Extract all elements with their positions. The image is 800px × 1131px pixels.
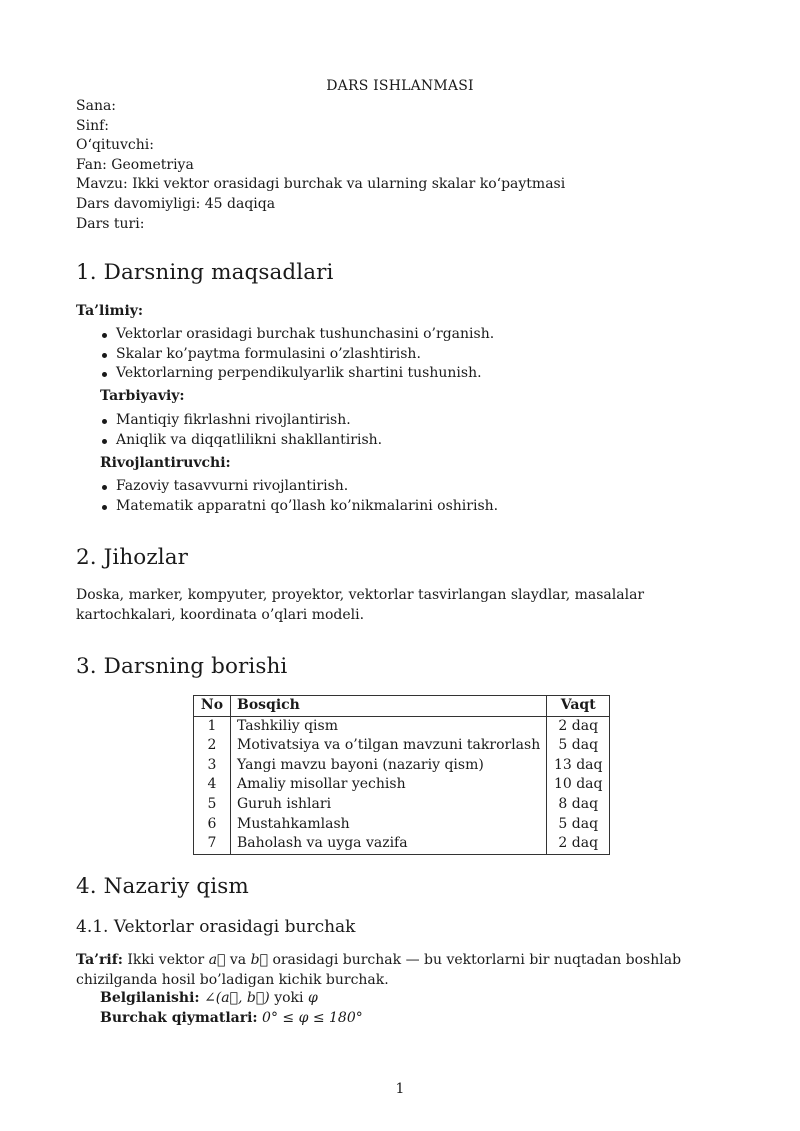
angle-values-label: Burchak qiymatlari: bbox=[100, 1010, 258, 1026]
cell-step: Tashkiliy qism bbox=[231, 716, 547, 736]
section-heading-theory: 4. Nazariy qism bbox=[76, 874, 249, 899]
cell-time: 2 daq bbox=[547, 716, 610, 736]
subheading-tarbiyaviy: Tarbiyaviy: bbox=[100, 388, 185, 404]
notation-or: yoki bbox=[274, 990, 304, 1006]
table-row bbox=[194, 736, 610, 756]
definition-text-part: va bbox=[229, 952, 247, 968]
table-row bbox=[194, 834, 610, 854]
cell-step: Amaliy misollar yechish bbox=[231, 775, 547, 795]
cell-time: 10 daq bbox=[547, 775, 610, 795]
list-item: Vektorlar orasidagi burchak tushunchasini o’rganish. bbox=[100, 325, 494, 345]
section-heading-equipment: 2. Jihozlar bbox=[76, 545, 189, 570]
cell-time: 13 daq bbox=[547, 756, 610, 776]
cell-time: 8 daq bbox=[547, 795, 610, 815]
page-number: 1 bbox=[395, 1081, 405, 1097]
meta-subject: Fan: Geometriya bbox=[76, 156, 194, 173]
cell-no: 2 bbox=[194, 736, 231, 756]
meta-date: Sana: bbox=[76, 98, 117, 114]
cell-no: 7 bbox=[194, 834, 231, 854]
cell-no: 3 bbox=[194, 756, 231, 776]
meta-lesson-type: Dars turi: bbox=[76, 215, 145, 232]
meta-teacher: O‘qituvchi: bbox=[76, 137, 154, 154]
table-row bbox=[194, 716, 610, 736]
notation-line bbox=[100, 990, 318, 1006]
cell-no: 1 bbox=[194, 716, 231, 736]
cell-step: Guruh ishlari bbox=[231, 795, 547, 815]
angle-values-line bbox=[100, 1010, 363, 1026]
meta-class: Sinf: bbox=[76, 117, 109, 134]
definition-paragraph bbox=[76, 951, 726, 990]
subheading-talimiy: Ta’limiy: bbox=[76, 303, 144, 319]
definition-text-part: Ikki vektor bbox=[127, 952, 205, 968]
document-title: DARS ISHLANMASI bbox=[326, 78, 474, 94]
list-item: Mantiqiy fikrlashni rivojlantirish. bbox=[100, 411, 382, 431]
definition-text-part: orasidagi burchak — bu vektorlarni bir nuqtadan boshlab chizilganda hosil bo’ladigan kichik burchak. bbox=[76, 952, 682, 988]
list-item: Vektorlarning perpendikulyarlik shartini tushunish. bbox=[100, 364, 494, 384]
list-item: Fazoviy tasavvurni rivojlantirish. bbox=[100, 477, 498, 497]
definition-label: Ta’rif: bbox=[76, 952, 123, 968]
subsection-heading-angle: 4.1. Vektorlar orasidagi burchak bbox=[76, 917, 356, 937]
cell-step: Mustahkamlash bbox=[231, 815, 547, 835]
cell-step: Baholash va uyga vazifa bbox=[231, 834, 547, 854]
list-item: Skalar ko’paytma formulasini o’zlashtirish. bbox=[100, 345, 494, 365]
cell-time: 2 daq bbox=[547, 834, 610, 854]
column-header-step: Bosqich bbox=[231, 696, 547, 717]
cell-no: 5 bbox=[194, 795, 231, 815]
table-row bbox=[194, 815, 610, 835]
rivojlantiruvchi-list bbox=[100, 477, 498, 516]
subheading-rivojlantiruvchi: Rivojlantiruvchi: bbox=[100, 455, 231, 471]
notation-value: ∠(a⃗, b⃗) bbox=[204, 990, 270, 1006]
vector-b: b⃗ bbox=[250, 952, 268, 968]
lesson-steps-table bbox=[193, 695, 610, 855]
notation-phi: φ bbox=[307, 990, 318, 1006]
column-header-no: No bbox=[194, 696, 231, 717]
meta-duration: Dars davomiyligi: 45 daqiqa bbox=[76, 195, 276, 212]
list-item: Aniqlik va diqqatlilikni shakllantirish. bbox=[100, 431, 382, 451]
list-item: Matematik apparatni qo’llash ko’nikmalarini oshirish. bbox=[100, 497, 498, 517]
section-heading-lesson-flow: 3. Darsning borishi bbox=[76, 654, 288, 679]
angle-values-value: 0° ≤ φ ≤ 180° bbox=[262, 1010, 363, 1026]
meta-topic: Mavzu: Ikki vektor orasidagi burchak va ularning skalar ko‘paytmasi bbox=[76, 176, 566, 193]
table-row bbox=[194, 775, 610, 795]
section-heading-goals: 1. Darsning maqsadlari bbox=[76, 260, 334, 285]
table-row bbox=[194, 795, 610, 815]
notation-label: Belgilanishi: bbox=[100, 990, 200, 1006]
table-header-row bbox=[194, 696, 610, 717]
equipment-text: Doska, marker, kompyuter, proyektor, vektorlar tasvirlangan slaydlar, masalalar kartochkalari, koordinata o’qlari modeli. bbox=[76, 587, 645, 623]
table-row bbox=[194, 756, 610, 776]
talimiy-list bbox=[100, 325, 494, 384]
cell-step: Yangi mavzu bayoni (nazariy qism) bbox=[231, 756, 547, 776]
lesson-meta bbox=[76, 97, 565, 234]
cell-step: Motivatsiya va o’tilgan mavzuni takrorlash bbox=[231, 736, 547, 756]
column-header-time: Vaqt bbox=[547, 696, 610, 717]
cell-no: 4 bbox=[194, 775, 231, 795]
cell-time: 5 daq bbox=[547, 815, 610, 835]
cell-no: 6 bbox=[194, 815, 231, 835]
tarbiyaviy-list bbox=[100, 411, 382, 450]
vector-a: a⃗ bbox=[208, 952, 226, 968]
cell-time: 5 daq bbox=[547, 736, 610, 756]
